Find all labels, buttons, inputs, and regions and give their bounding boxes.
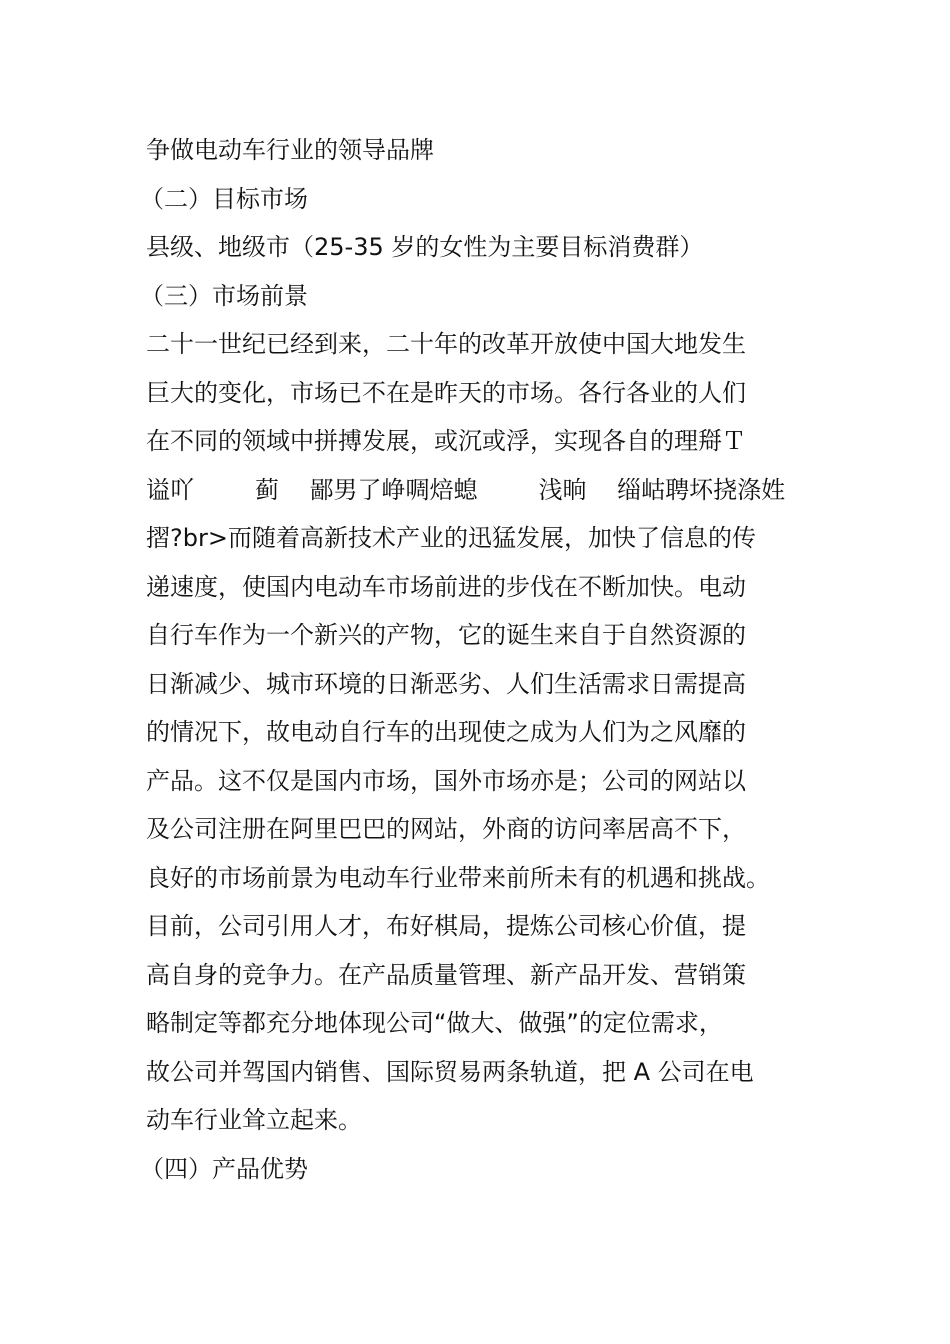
section-heading-product-advantages: （四）产品优势 (140, 1154, 308, 1183)
document-body (140, 126, 806, 1193)
paragraph-line-3: 在不同的领域中拼搏发展，或沉或浮，实现各自的理搿Ｔ (146, 427, 746, 455)
slogan-line: 争做电动车行业的领导品牌 (146, 136, 434, 164)
paragraph-line-8: 日渐减少、城市环境的日渐恶劣、人们生活需求日需提高 (146, 669, 746, 698)
paragraph-line-12: 良好的市场前景为电动车行业带来前所未有的机遇和挑战。 (146, 863, 770, 892)
paragraph-line-13: 目前，公司引用人才，布好棋局，提炼公司核心价值，提 (146, 912, 746, 940)
paragraph-line-9: 的情况下，故电动自行车的出现使之成为人们为之风靡的 (146, 718, 746, 746)
paragraph-line-14: 高自身的竞争力。在产品质量管理、新产品开发、营销策 (146, 960, 746, 989)
paragraph-line-10: 产品。这不仅是国内市场，国外市场亦是；公司的网站以 (146, 766, 746, 795)
paragraph-line-5: 摺?br>而随着高新技术产业的迅猛发展，加快了信息的传 (146, 524, 756, 552)
paragraph-line-11: 及公司注册在阿里巴巴的网站，外商的访问率居高不下， (146, 815, 746, 843)
target-market-text: 县级、地级市（25-35 岁的女性为主要目标消费群） (146, 233, 704, 261)
paragraph-line-4: 谥吖 蓟 鄙男了峥啁焙螅 浅晌 缁岵聘坏挠涤姓 (146, 475, 786, 504)
section-heading-market-outlook: （三）市场前景 (140, 281, 308, 310)
paragraph-line-16: 故公司并驾国内销售、国际贸易两条轨道，把 A 公司在电 (146, 1057, 754, 1086)
section-heading-target-market: （二）目标市场 (140, 184, 308, 213)
paragraph-line-17: 动车行业耸立起来。 (146, 1106, 362, 1134)
paragraph-line-7: 自行车作为一个新兴的产物，它的诞生来自于自然资源的 (146, 621, 746, 649)
paragraph-line-1: 二十一世纪已经到来，二十年的改革开放使中国大地发生 (146, 330, 746, 358)
paragraph-line-6: 递速度，使国内电动车市场前进的步伐在不断加快。电动 (146, 572, 746, 601)
paragraph-line-2: 巨大的变化，市场已不在是昨天的市场。各行各业的人们 (146, 378, 746, 407)
paragraph-line-15: 略制定等都充分地体现公司“做大、做强”的定位需求， (146, 1009, 723, 1037)
